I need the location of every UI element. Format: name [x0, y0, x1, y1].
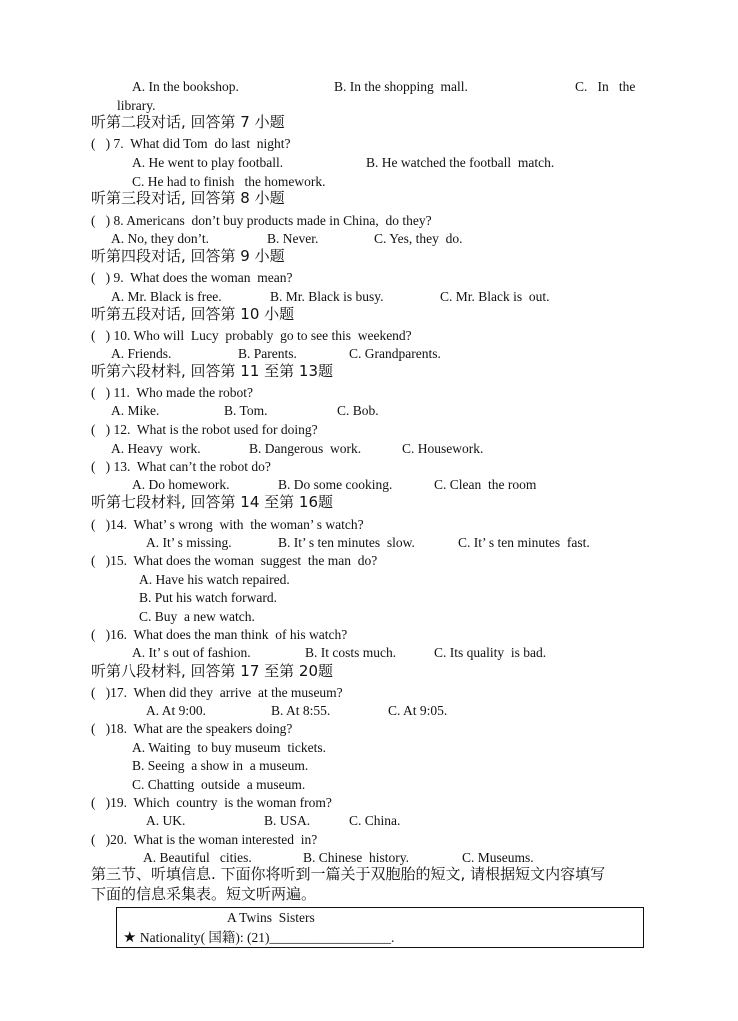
option-17a: A. At 9:00.	[146, 703, 207, 718]
question-19: ( )19. Which country is the woman from?	[91, 795, 332, 810]
nationality-label: Nationality( 国籍): (21)__________________.	[136, 930, 395, 945]
question-16: ( )16. What does the man think of his watch?	[91, 627, 348, 642]
question-9: ( ) 9. What does the woman mean?	[91, 270, 293, 285]
question-10: ( ) 10. Who will Lucy probably go to see this weekend?	[91, 328, 412, 343]
option-11b: B. Tom.	[224, 403, 268, 418]
option-11c: C. Bob.	[337, 403, 379, 418]
option-14b: B. It’ s ten minutes slow.	[278, 535, 415, 550]
option-10a: A. Friends.	[111, 346, 172, 361]
option-8a: A. No, they don’t.	[111, 231, 209, 246]
option-10c: C. Grandparents.	[349, 346, 441, 361]
option-9c: C. Mr. Black is out.	[440, 289, 550, 304]
section-heading-4: 听第四段对话, 回答第 9 小题	[91, 247, 285, 265]
option-6a: A. In the bookshop.	[132, 79, 239, 94]
section-heading-6: 听第六段材料, 回答第 11 至第 13题	[91, 362, 334, 380]
table-title: A Twins Sisters	[227, 910, 315, 925]
question-15: ( )15. What does the woman suggest the man do?	[91, 553, 378, 568]
option-18c: C. Chatting outside a museum.	[132, 777, 306, 792]
option-18b: B. Seeing a show in a museum.	[132, 758, 309, 773]
option-12a: A. Heavy work.	[111, 441, 201, 456]
option-13a: A. Do homework.	[132, 477, 230, 492]
option-11a: A. Mike.	[111, 403, 160, 418]
option-7b: B. He watched the football match.	[366, 155, 555, 170]
question-14: ( )14. What’ s wrong with the woman’ s watch?	[91, 517, 364, 532]
section-heading-7: 听第七段材料, 回答第 14 至第 16题	[91, 493, 334, 511]
option-19b: B. USA.	[264, 813, 311, 828]
question-17: ( )17. When did they arrive at the museum?	[91, 685, 343, 700]
option-7c: C. He had to finish the homework.	[132, 174, 326, 189]
section-heading-2: 听第二段对话, 回答第 7 小题	[91, 113, 285, 131]
option-19c: C. China.	[349, 813, 401, 828]
option-20b: B. Chinese history.	[303, 850, 409, 865]
option-14a: A. It’ s missing.	[146, 535, 232, 550]
option-19a: A. UK.	[146, 813, 186, 828]
option-7a: A. He went to play football.	[132, 155, 284, 170]
question-8: ( ) 8. Americans don’t buy products made in China, do they?	[91, 213, 432, 228]
info-form-table	[116, 907, 644, 948]
section-three-instructions-cont: 下面的信息采集表。短文听两遍。	[91, 885, 317, 903]
option-15c: C. Buy a new watch.	[139, 609, 255, 624]
option-18a: A. Waiting to buy museum tickets.	[132, 740, 327, 755]
section-heading-5: 听第五段对话, 回答第 10 小题	[91, 305, 295, 323]
option-9b: B. Mr. Black is busy.	[270, 289, 384, 304]
section-heading-3: 听第三段对话, 回答第 8 小题	[91, 189, 285, 207]
section-heading-8: 听第八段材料, 回答第 17 至第 20题	[91, 662, 334, 680]
nationality-row	[123, 928, 394, 947]
option-17c: C. At 9:05.	[388, 703, 448, 718]
option-10b: B. Parents.	[238, 346, 297, 361]
option-20c: C. Museums.	[462, 850, 534, 865]
option-13b: B. Do some cooking.	[278, 477, 393, 492]
option-6b: B. In the shopping mall.	[334, 79, 468, 94]
option-15b: B. Put his watch forward.	[139, 590, 277, 605]
option-16a: A. It’ s out of fashion.	[132, 645, 251, 660]
option-17b: B. At 8:55.	[271, 703, 331, 718]
option-16b: B. It costs much.	[305, 645, 397, 660]
star-icon: ★	[123, 928, 137, 946]
option-12c: C. Housework.	[402, 441, 484, 456]
section-three-instructions: 第三节、听填信息. 下面你将听到一篇关于双胞胎的短文, 请根据短文内容填写	[91, 865, 606, 883]
question-18: ( )18. What are the speakers doing?	[91, 721, 293, 736]
question-13: ( ) 13. What can’t the robot do?	[91, 459, 271, 474]
question-12: ( ) 12. What is the robot used for doing?	[91, 422, 318, 437]
question-7: ( ) 7. What did Tom do last night?	[91, 136, 291, 151]
option-16c: C. Its quality is bad.	[434, 645, 547, 660]
option-12b: B. Dangerous work.	[249, 441, 362, 456]
question-11: ( ) 11. Who made the robot?	[91, 385, 253, 400]
option-20a: A. Beautiful cities.	[143, 850, 252, 865]
option-6c: C. In the	[575, 79, 636, 94]
option-9a: A. Mr. Black is free.	[111, 289, 222, 304]
option-8b: B. Never.	[267, 231, 319, 246]
option-15a: A. Have his watch repaired.	[139, 572, 290, 587]
option-8c: C. Yes, they do.	[374, 231, 463, 246]
option-14c: C. It’ s ten minutes fast.	[458, 535, 590, 550]
option-13c: C. Clean the room	[434, 477, 537, 492]
option-6c-cont: library.	[117, 98, 156, 113]
question-20: ( )20. What is the woman interested in?	[91, 832, 318, 847]
